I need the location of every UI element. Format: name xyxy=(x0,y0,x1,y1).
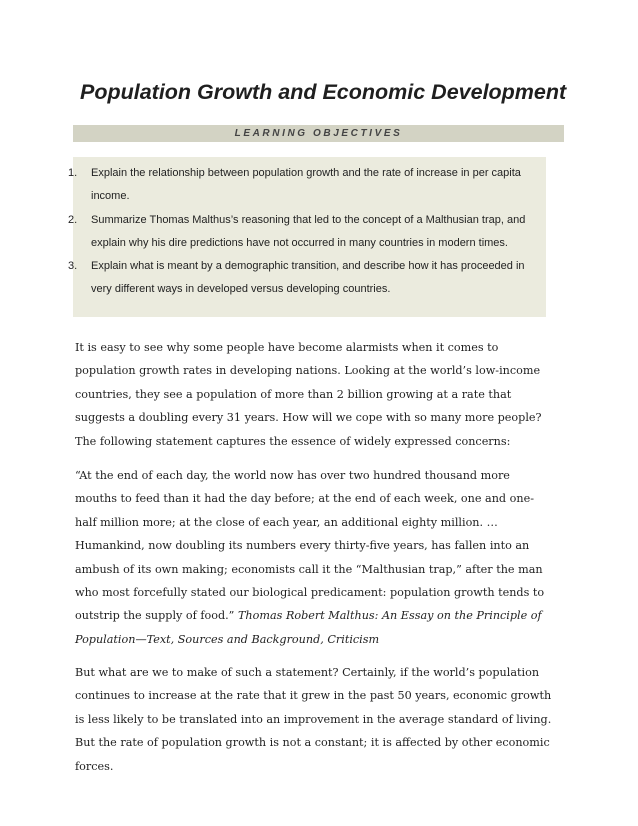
objective-number: 2. xyxy=(68,213,78,226)
objective-text: Summarize Thomas Malthus’s reasoning that led to the concept of a Malthusian trap, and explain why his dire predictions have not occurred in many countries in modern times. xyxy=(91,213,526,249)
objective-text: Explain what is meant by a demographic transition, and describe how it has proceeded in very different ways in developed versus developing countries. xyxy=(91,260,525,296)
objective-item xyxy=(68,255,548,302)
learning-objectives-list xyxy=(68,162,548,302)
quote-text: “At the end of each day, the world now has over two hundred thousand more mouths to feed than it had the day before; at the end of each week, one and one-half million more; at the close of each year, an additional eighty million. … Humankind, now doubling its numbers every thirty-five years, has fallen into an ambush of its own making; economists call it the “Malthusian trap,” after the man who most forcefully stated our biological predicament: population growth tends to outstrip the supply of food.” xyxy=(75,469,545,623)
objective-text: Explain the relationship between population growth and the rate of increase in per capita income. xyxy=(91,167,521,203)
quote-source: Thomas Robert Malthus: An Essay on the Principle of Population—Text, Sources and Background, Criticism xyxy=(75,609,542,646)
body-paragraph: It is easy to see why some people have become alarmists when it comes to population growth rates in developing nations. Looking at the world’s low-income countries, they see a population of more than 2 billion growing at a rate that suggests a doubling every 31 years. How will we cope with so many more people? The following statement captures the essence of widely expressed concerns: xyxy=(75,341,542,448)
body-paragraph: But what are we to make of such a statement? Certainly, if the world’s population continues to increase at the rate that it grew in the past 50 years, economic growth is less likely to be translated into an improvement in the average standard of living. But the rate of population growth is not a constant; it is affected by other economic forces. xyxy=(75,666,552,773)
quote-paragraph xyxy=(75,464,555,651)
objective-number: 3. xyxy=(68,260,78,273)
objective-item xyxy=(68,162,548,209)
learning-objectives-header: LEARNING OBJECTIVES xyxy=(73,125,564,142)
objective-item xyxy=(68,209,548,256)
objective-number: 1. xyxy=(68,167,78,179)
page-title: Population Growth and Economic Development xyxy=(80,80,567,104)
